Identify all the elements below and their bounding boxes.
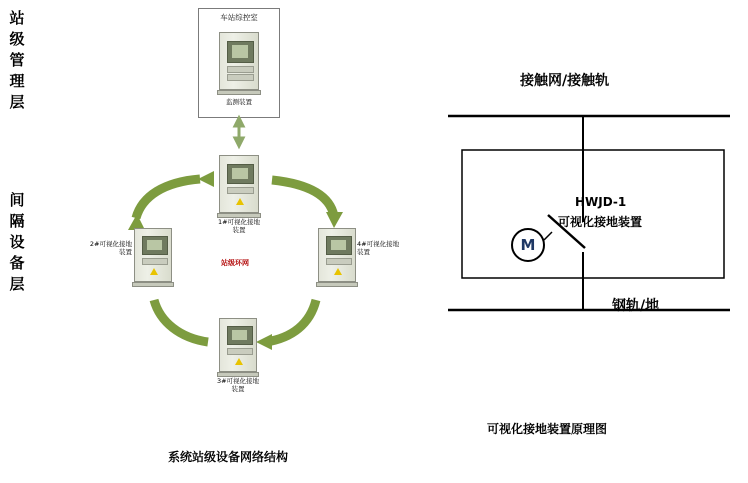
- rail-label: 钢轨/地: [612, 298, 660, 314]
- device-screen-inner: [232, 45, 248, 58]
- device-screen: [227, 326, 253, 345]
- device-slot: [227, 348, 253, 355]
- device-node-1-caption: 1#可视化接地装置: [217, 218, 261, 234]
- arrowhead-right-top: [198, 171, 214, 187]
- device-screen-inner: [232, 330, 247, 340]
- device-node-4-caption: 4#可视化接地装置: [357, 240, 400, 256]
- left-figure-caption: 系统站级设备网络结构: [168, 450, 289, 464]
- right-figure-caption: 可视化接地装置原理图: [487, 422, 608, 436]
- arrowhead-left-bottom: [256, 334, 272, 350]
- label-char: 级: [9, 30, 25, 48]
- device-screen-inner: [232, 168, 248, 179]
- device-node-2: [134, 228, 172, 282]
- label-char: 间: [9, 191, 25, 209]
- device-screen-inner: [147, 240, 162, 250]
- device-node-4: [318, 228, 356, 282]
- device-node-3-caption: 3#可视化接地装置: [216, 377, 260, 393]
- motor-linkage: [544, 232, 552, 240]
- warning-triangle-icon: [334, 268, 342, 275]
- device-cabinet: [318, 228, 356, 282]
- device-node-1: [219, 155, 259, 213]
- warning-triangle-icon: [236, 198, 244, 205]
- device-cabinet: [134, 228, 172, 282]
- label-char: 设: [9, 233, 25, 251]
- device-slot: [227, 187, 254, 194]
- label-char: 层: [9, 275, 25, 293]
- label-char: 隔: [9, 212, 25, 230]
- motor-symbol-label: M: [520, 236, 536, 254]
- label-char: 备: [9, 254, 25, 272]
- device-cabinet: [219, 155, 259, 213]
- device-slot: [227, 74, 254, 81]
- warning-triangle-icon: [150, 268, 158, 275]
- device-screen: [142, 236, 168, 255]
- label-char: 层: [9, 93, 25, 111]
- arrowhead-down-right: [326, 212, 343, 228]
- device-cabinet: [219, 32, 259, 90]
- device-slot: [142, 258, 168, 265]
- device-screen: [326, 236, 352, 255]
- device-screen: [227, 164, 254, 184]
- device-slot: [227, 66, 254, 73]
- link-arrow-monitor-to-node1: [235, 118, 243, 146]
- catenary-label: 接触网/接触轨: [520, 73, 610, 89]
- label-char: 理: [9, 72, 25, 90]
- interval-level-label: [6, 190, 28, 295]
- device-screen: [227, 41, 254, 63]
- device-name-label: 可视化接地装置: [558, 215, 643, 229]
- label-char: 管: [9, 51, 25, 69]
- device-node-3: [219, 318, 257, 372]
- monitoring-device-caption: 监测装置: [226, 98, 252, 106]
- warning-triangle-icon: [235, 358, 243, 365]
- device-base: [217, 90, 261, 95]
- label-char: 站: [9, 9, 25, 27]
- monitoring-device: [219, 32, 259, 90]
- device-node-2-caption: 2#可视化接地装置: [89, 240, 132, 256]
- device-base: [132, 282, 174, 287]
- device-screen-inner: [331, 240, 346, 250]
- monitoring-room-title: 车站综控室: [220, 13, 258, 22]
- device-slot: [326, 258, 352, 265]
- ring-network-label: 站级环网: [221, 259, 249, 267]
- device-model-label: HWJD-1: [575, 195, 627, 209]
- station-level-label: [6, 8, 28, 113]
- device-cabinet: [219, 318, 257, 372]
- device-base: [316, 282, 358, 287]
